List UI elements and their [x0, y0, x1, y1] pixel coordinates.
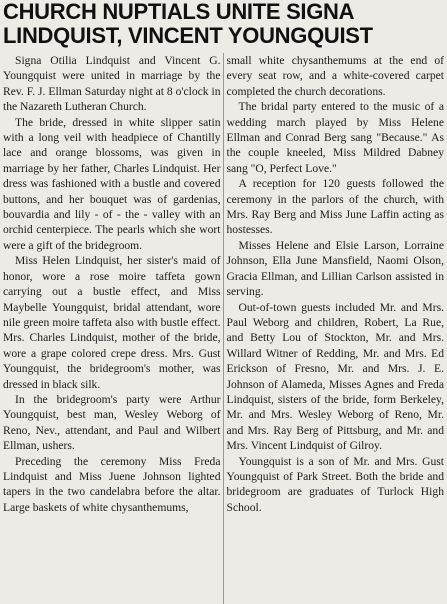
paragraph: The bride, dressed in white slipper satin with a long veil with headpiece of Chantilly lace and orange blossoms, was given in marriage by her father, Charles Lindquist. Her dress was fashioned with a bustle and covered buttons, and her bouquet was of gardenias, bouvardia and lily - of - the - valley with an orchid centerpiece. The pearls which she wort were a gift of the bridegroom. — [3, 115, 221, 252]
paragraph: The bridal party entered to the music of a wedding march played by Miss Helene Ellman and Conrad Berg sang "Because." As the couple kneeled, Miss Mildred Dabney sang "O, Perfect Love." — [226, 100, 444, 175]
paragraph: A reception for 120 guests followed the ceremony in the parlors of the church, with Mrs. Ray Berg and Miss June Laffin acting as hostesses. — [226, 177, 444, 237]
headline — [0, 0, 447, 48]
headline-line-1: CHURCH NUPTIALS UNITE SIGNA — [3, 0, 355, 24]
paragraph: Misses Helene and Elsie Larson, Lorraine Johnson, Ella June Mansfield, Naomi Olson, Gracia Ellman, and Lillian Carlson assisted in serving. — [226, 238, 444, 299]
right-column — [223, 53, 445, 604]
paragraph: Youngquist is a son of Mr. and Mrs. Gust Youngquist of Park Street. Both the bride and bridegroom are graduates of Turlock High School. — [226, 454, 444, 514]
article-body — [3, 53, 444, 604]
paragraph: Out-of-town guests included Mr. and Mrs. Paul Weborg and children, Robert, La Rue, and Betty Lou of Stockton, Mr. and Mrs. Willard Witner of Redding, Mr. and Mrs. Ed Erickson of Fresno, Mr. and Mrs. J. E. Johnson of Alameda, Misses Agnes and Freda Lindquist, sisters of the bride, form Berkeley, Mr. and Mrs. Wesley Weborg of Reno, Mr. and Mrs. Ray Berg of Pittsburg, and Mr. and Mrs. Vincent Lindquist of Gilroy. — [226, 300, 444, 453]
paragraph: Signa Otilia Lindquist and Vincent G. Youngquist were united in marriage by the Rev. F. J. Ellman Saturday night at 8 o'clock in the Nazareth Lutheran Church. — [3, 54, 221, 114]
left-column — [3, 53, 223, 604]
paragraph: Preceding the ceremony Miss Freda Lindquist and Miss Juene Johnson lighted tapers in the two candelabra before the altar. Large baskets of white chysanthemums, — [3, 454, 221, 514]
paragraph: In the bridegroom's party were Arthur Youngquist, best man, Wesley Weborg of Reno, Nev., attendant, and Paul and Wilbert Ellman, ushers. — [3, 392, 221, 453]
paragraph: small white chysanthemums at the end of every seat row, and a white-covered carpet completed the church decorations. — [226, 54, 444, 98]
paragraph: Miss Helen Lindquist, her sister's maid of honor, wore a rose moire taffeta gown carrying out a bustle effect, and Miss Maybelle Youngquist, bridal attendant, wore nile green moire taffeta also with bustle effect. Mrs. Charles Lindquist, mother of the bride, wore a grape colored crepe dress. Mrs. Gust Youngquist, the bridegroom's mother, was dressed in black silk. — [3, 254, 221, 391]
headline-line-2: LINDQUIST, VINCENT YOUNGQUIST — [3, 23, 373, 48]
